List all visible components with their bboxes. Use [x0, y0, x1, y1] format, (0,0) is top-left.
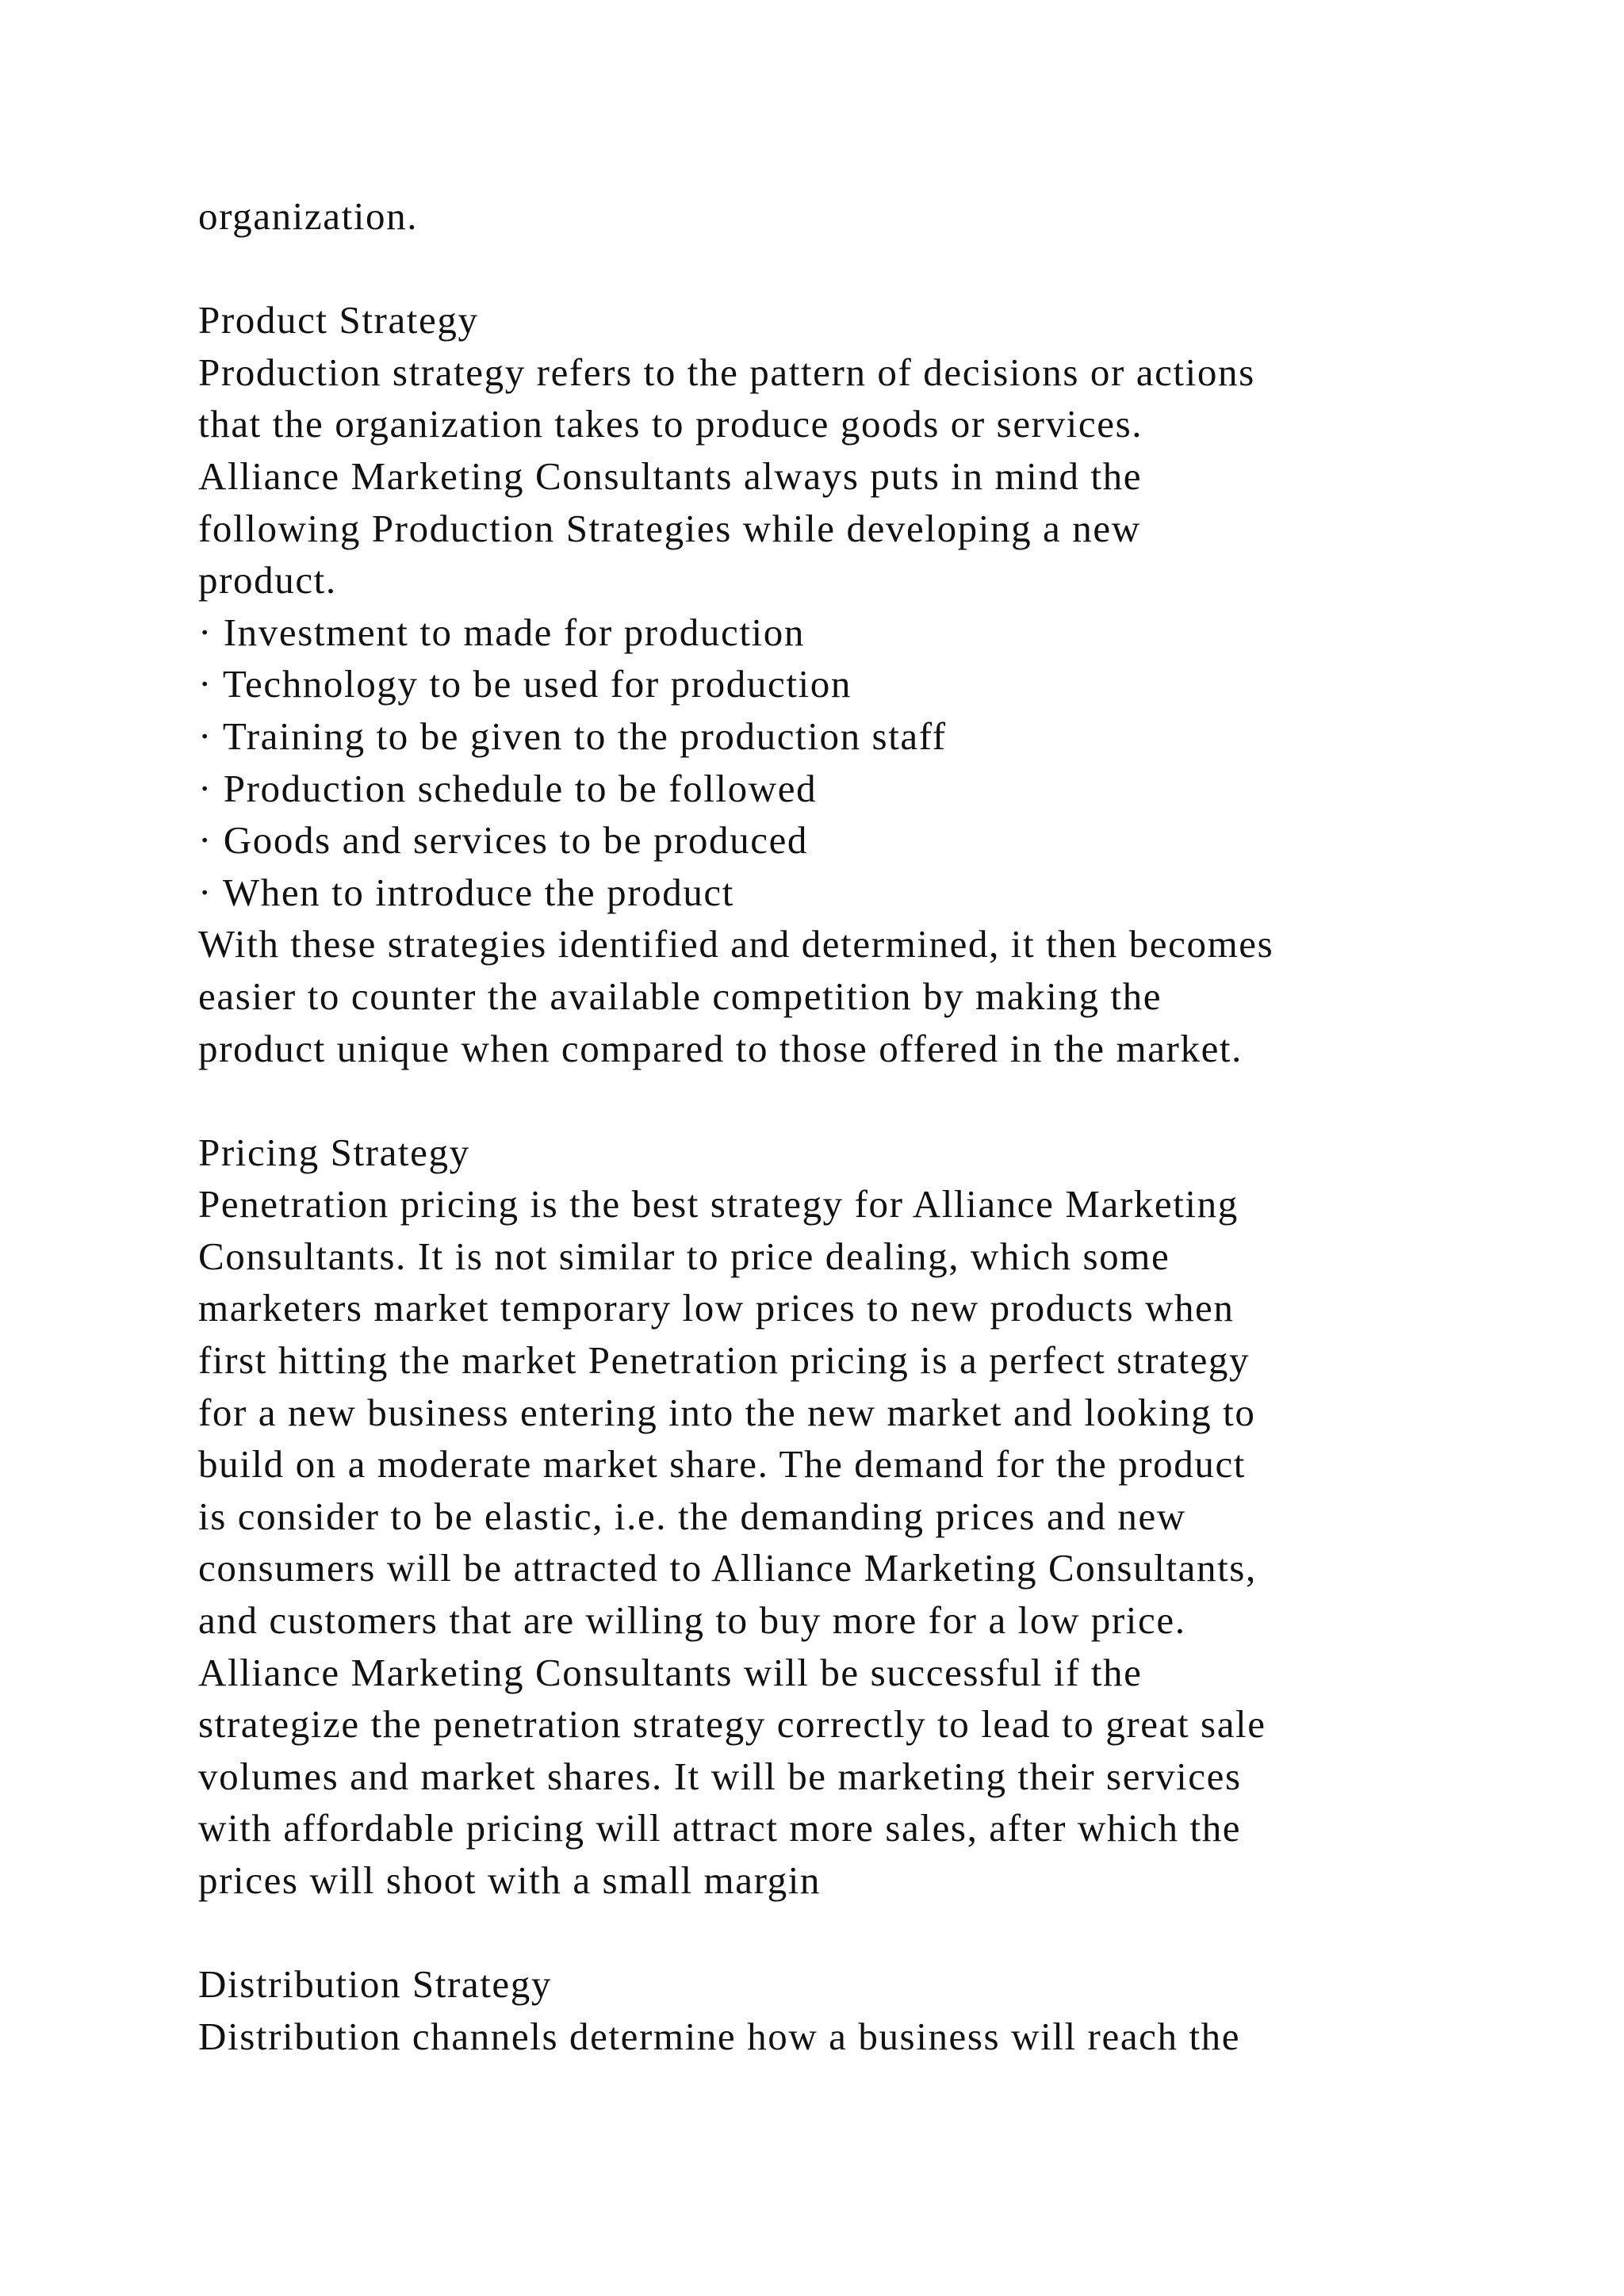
bullet-item: · Goods and services to be produced — [198, 818, 809, 863]
paragraph-spacer — [198, 1907, 1546, 1959]
section-heading-distribution-strategy: Distribution Strategy — [198, 1962, 552, 2007]
document-body — [198, 190, 1546, 2062]
text-line: Alliance Marketing Consultants will be successful if the — [198, 1650, 1143, 1694]
text-line: Consultants. It is not similar to price dealing, which some — [198, 1234, 1170, 1278]
bullet-item: · Training to be given to the production staff — [198, 714, 947, 758]
text-line: is consider to be elastic, i.e. the demanding prices and new — [198, 1494, 1186, 1538]
text-line: prices will shoot with a small margin — [198, 1858, 822, 1902]
paragraph-spacer — [198, 1074, 1546, 1127]
text-line: Distribution channels determine how a business will reach the — [198, 2014, 1241, 2058]
text-line: Production strategy refers to the pattern of decisions or actions — [198, 350, 1255, 394]
text-line: for a new business entering into the new market and looking to — [198, 1390, 1256, 1434]
section-heading-product-strategy: Product Strategy — [198, 298, 479, 342]
text-line: with affordable pricing will attract more sales, after which the — [198, 1806, 1242, 1850]
text-line: product. — [198, 558, 337, 603]
text-line: product unique when compared to those offered in the market. — [198, 1026, 1243, 1070]
text-line: and customers that are willing to buy more for a low price. — [198, 1598, 1186, 1643]
paragraph-spacer — [198, 243, 1546, 295]
text-line: strategize the penetration strategy correctly to lead to great sale — [198, 1702, 1266, 1747]
bullet-item: · Investment to made for production — [198, 610, 805, 654]
text-line: following Production Strategies while developing a new — [198, 506, 1141, 550]
bullet-item: · When to introduce the product — [198, 870, 734, 914]
text-line: Penetration pricing is the best strategy for Alliance Marketing — [198, 1182, 1239, 1226]
section-heading-pricing-strategy: Pricing Strategy — [198, 1130, 470, 1174]
text-line: Alliance Marketing Consultants always puts in mind the — [198, 453, 1143, 498]
text-line: build on a moderate market share. The demand for the product — [198, 1442, 1247, 1487]
text-line: consumers will be attracted to Alliance Marketing Consultants, — [198, 1546, 1257, 1590]
text-line: With these strategies identified and determined, it then becomes — [198, 922, 1274, 966]
text-line: first hitting the market Penetration pricing is a perfect strategy — [198, 1338, 1251, 1383]
text-line: that the organization takes to produce goods or services. — [198, 402, 1143, 446]
text-line: volumes and market shares. It will be marketing their services — [198, 1754, 1242, 1798]
text-line: easier to counter the available competition by making the — [198, 974, 1162, 1018]
opening-line: organization. — [198, 194, 419, 238]
bullet-item: · Technology to be used for production — [198, 662, 852, 706]
text-line: marketers market temporary low prices to new products when — [198, 1286, 1235, 1330]
bullet-item: · Production schedule to be followed — [198, 766, 818, 810]
